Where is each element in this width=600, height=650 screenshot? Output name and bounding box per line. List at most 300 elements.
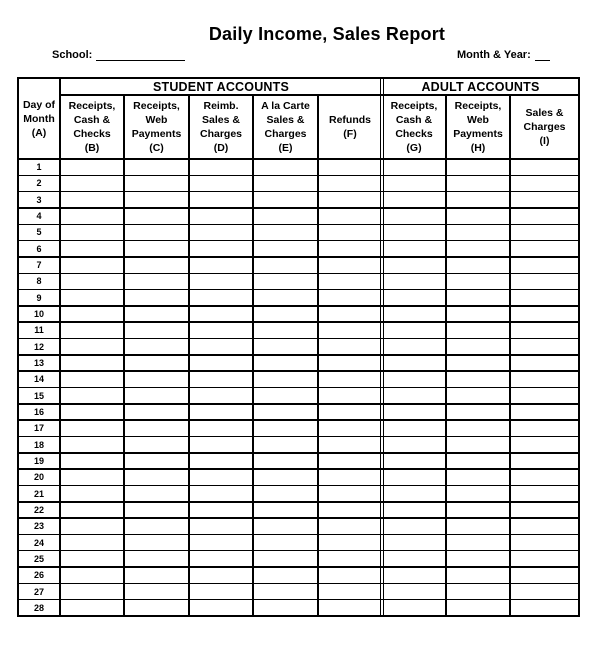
entry-cell[interactable]	[318, 388, 382, 404]
row-divider	[18, 207, 579, 209]
entry-cell[interactable]	[510, 453, 579, 469]
day-number: 19	[33, 455, 44, 466]
entry-cell[interactable]	[189, 469, 253, 485]
entry-cell[interactable]	[124, 485, 189, 501]
entry-cell[interactable]	[382, 273, 446, 289]
entry-cell[interactable]	[124, 257, 189, 273]
entry-cell[interactable]	[253, 241, 318, 257]
entry-cell[interactable]	[318, 404, 382, 420]
entry-cell[interactable]	[60, 159, 124, 175]
entry-cell[interactable]	[253, 534, 318, 550]
entry-cell[interactable]	[189, 355, 253, 371]
column-header	[446, 95, 510, 159]
column-header	[60, 95, 124, 159]
entry-cell[interactable]	[446, 583, 510, 599]
day-number: 5	[36, 227, 42, 238]
entry-cell[interactable]	[253, 192, 318, 208]
entry-cell[interactable]	[382, 175, 446, 191]
entry-cell[interactable]	[318, 224, 382, 240]
entry-cell[interactable]	[124, 355, 189, 371]
entry-cell[interactable]	[510, 502, 579, 518]
entry-cell[interactable]	[510, 224, 579, 240]
entry-cell[interactable]	[446, 175, 510, 191]
entry-cell[interactable]	[60, 192, 124, 208]
entry-cell[interactable]	[124, 175, 189, 191]
entry-cell[interactable]	[60, 469, 124, 485]
entry-cell[interactable]	[510, 175, 579, 191]
entry-cell[interactable]	[60, 371, 124, 387]
entry-cell[interactable]	[446, 436, 510, 452]
entry-cell[interactable]	[189, 257, 253, 273]
month-year-field[interactable]	[535, 60, 550, 61]
entry-cell[interactable]	[124, 583, 189, 599]
entry-cell[interactable]	[318, 175, 382, 191]
column-header-line: Payments	[453, 128, 503, 140]
entry-cell[interactable]	[510, 600, 579, 616]
entry-cell[interactable]	[60, 404, 124, 420]
entry-cell[interactable]	[382, 567, 446, 583]
entry-cell[interactable]	[446, 224, 510, 240]
entry-cell[interactable]	[318, 534, 382, 550]
column-divider	[317, 95, 319, 616]
entry-cell[interactable]	[253, 583, 318, 599]
entry-cell[interactable]	[253, 306, 318, 322]
entry-cell[interactable]	[189, 208, 253, 224]
entry-cell[interactable]	[382, 600, 446, 616]
entry-cell[interactable]	[124, 404, 189, 420]
column-header-line: (H)	[470, 142, 486, 154]
entry-cell[interactable]	[510, 339, 579, 355]
entry-cell[interactable]	[318, 436, 382, 452]
entry-cell[interactable]	[382, 371, 446, 387]
entry-cell[interactable]	[60, 257, 124, 273]
entry-cell[interactable]	[124, 600, 189, 616]
column-divider	[188, 95, 190, 616]
entry-cell[interactable]	[253, 420, 318, 436]
entry-cell[interactable]	[510, 485, 579, 501]
entry-cell[interactable]	[382, 159, 446, 175]
row-divider	[18, 599, 579, 601]
entry-cell[interactable]	[124, 306, 189, 322]
entry-cell[interactable]	[318, 420, 382, 436]
entry-cell[interactable]	[60, 583, 124, 599]
column-header	[189, 95, 253, 159]
section-divider	[383, 78, 385, 616]
entry-cell[interactable]	[510, 355, 579, 371]
day-number: 12	[33, 341, 44, 352]
entry-cell[interactable]	[253, 518, 318, 534]
entry-cell[interactable]	[446, 420, 510, 436]
day-number: 18	[33, 439, 44, 450]
column-header-line: Receipts,	[68, 100, 116, 112]
row-divider	[18, 370, 579, 372]
entry-cell[interactable]	[446, 192, 510, 208]
entry-cell[interactable]	[124, 420, 189, 436]
row-divider	[18, 191, 579, 193]
entry-cell[interactable]	[253, 404, 318, 420]
entry-cell[interactable]	[60, 420, 124, 436]
entry-cell[interactable]	[124, 388, 189, 404]
entry-cell[interactable]	[446, 355, 510, 371]
day-number: 6	[36, 243, 42, 254]
entry-cell[interactable]	[189, 436, 253, 452]
entry-cell[interactable]	[510, 290, 579, 306]
entry-cell[interactable]	[510, 371, 579, 387]
column-header-line: Reimb.	[203, 100, 239, 112]
day-number: 22	[33, 504, 44, 515]
group-divider	[60, 94, 579, 96]
entry-cell[interactable]	[60, 273, 124, 289]
entry-cell[interactable]	[382, 534, 446, 550]
entry-cell[interactable]	[189, 583, 253, 599]
entry-cell[interactable]	[510, 257, 579, 273]
entry-cell[interactable]	[60, 208, 124, 224]
entry-cell[interactable]	[446, 388, 510, 404]
column-header-line: (A)	[31, 126, 47, 139]
entry-cell[interactable]	[189, 453, 253, 469]
entry-cell[interactable]	[189, 241, 253, 257]
entry-cell[interactable]	[318, 485, 382, 501]
entry-cell[interactable]	[124, 436, 189, 452]
column-header-line: Sales &	[266, 114, 305, 126]
entry-cell[interactable]	[253, 388, 318, 404]
entry-cell[interactable]	[318, 502, 382, 518]
column-header-line: Checks	[395, 128, 433, 140]
entry-cell[interactable]	[318, 583, 382, 599]
entry-cell[interactable]	[253, 273, 318, 289]
entry-cell[interactable]	[60, 551, 124, 567]
day-number: 7	[36, 260, 42, 271]
entry-cell[interactable]	[189, 306, 253, 322]
entry-cell[interactable]	[189, 485, 253, 501]
entry-cell[interactable]	[189, 322, 253, 338]
column-header-line: Sales &	[525, 107, 564, 119]
day-number: 10	[33, 309, 44, 320]
entry-cell[interactable]	[318, 290, 382, 306]
entry-cell[interactable]	[253, 567, 318, 583]
column-header-line: Cash &	[73, 114, 111, 126]
row-divider	[18, 436, 579, 438]
column-header	[124, 95, 189, 159]
row-divider	[18, 305, 579, 307]
entry-cell[interactable]	[318, 273, 382, 289]
entry-cell[interactable]	[189, 371, 253, 387]
entry-cell[interactable]	[124, 208, 189, 224]
entry-cell[interactable]	[124, 534, 189, 550]
entry-cell[interactable]	[510, 436, 579, 452]
entry-cell[interactable]	[60, 453, 124, 469]
entry-cell[interactable]	[60, 322, 124, 338]
entry-cell[interactable]	[446, 322, 510, 338]
column-header	[318, 95, 382, 159]
entry-cell[interactable]	[382, 224, 446, 240]
entry-cell[interactable]	[510, 306, 579, 322]
entry-cell[interactable]	[124, 192, 189, 208]
entry-cell[interactable]	[60, 518, 124, 534]
entry-cell[interactable]	[318, 339, 382, 355]
entry-cell[interactable]	[382, 290, 446, 306]
entry-cell[interactable]	[318, 355, 382, 371]
entry-cell[interactable]	[124, 273, 189, 289]
entry-cell[interactable]	[189, 404, 253, 420]
entry-cell[interactable]	[446, 502, 510, 518]
entry-cell[interactable]	[253, 159, 318, 175]
entry-cell[interactable]	[446, 159, 510, 175]
entry-cell[interactable]	[124, 224, 189, 240]
entry-cell[interactable]	[253, 290, 318, 306]
school-label: School:	[52, 49, 93, 61]
day-number: 16	[33, 406, 44, 417]
entry-cell[interactable]	[60, 600, 124, 616]
entry-cell[interactable]	[446, 485, 510, 501]
day-number: 13	[33, 358, 44, 368]
entry-cell[interactable]	[253, 257, 318, 273]
entry-cell[interactable]	[318, 453, 382, 469]
entry-cell[interactable]	[124, 159, 189, 175]
row-divider	[18, 338, 579, 340]
entry-cell[interactable]	[318, 371, 382, 387]
entry-cell[interactable]	[189, 224, 253, 240]
entry-cell[interactable]	[510, 469, 579, 485]
entry-cell[interactable]	[253, 453, 318, 469]
entry-cell[interactable]	[446, 371, 510, 387]
entry-cell[interactable]	[253, 224, 318, 240]
entry-cell[interactable]	[124, 241, 189, 257]
day-number: 26	[33, 570, 44, 581]
column-header	[510, 95, 579, 159]
entry-cell[interactable]	[60, 388, 124, 404]
entry-cell[interactable]	[446, 290, 510, 306]
entry-cell[interactable]	[510, 208, 579, 224]
entry-cell[interactable]	[382, 322, 446, 338]
entry-cell[interactable]	[318, 208, 382, 224]
entry-cell[interactable]	[60, 175, 124, 191]
entry-cell[interactable]	[446, 518, 510, 534]
entry-cell[interactable]	[318, 518, 382, 534]
entry-cell[interactable]	[510, 192, 579, 208]
entry-cell[interactable]	[382, 355, 446, 371]
entry-cell[interactable]	[189, 339, 253, 355]
entry-cell[interactable]	[318, 306, 382, 322]
entry-cell[interactable]	[382, 502, 446, 518]
column-header-line: Receipts,	[454, 100, 502, 112]
entry-cell[interactable]	[60, 224, 124, 240]
entry-cell[interactable]	[253, 355, 318, 371]
entry-cell[interactable]	[510, 551, 579, 567]
row-divider	[18, 175, 579, 177]
day-number: 27	[33, 586, 44, 597]
row-divider	[18, 452, 579, 454]
row-divider	[18, 224, 579, 226]
day-number: 23	[33, 521, 44, 532]
month-year-label: Month & Year:	[457, 49, 531, 61]
entry-cell[interactable]	[510, 241, 579, 257]
entry-cell[interactable]	[189, 290, 253, 306]
entry-cell[interactable]	[510, 273, 579, 289]
entry-cell[interactable]	[60, 567, 124, 583]
entry-cell[interactable]	[124, 322, 189, 338]
entry-cell[interactable]	[60, 436, 124, 452]
entry-cell[interactable]	[446, 600, 510, 616]
entry-cell[interactable]	[253, 322, 318, 338]
row-divider	[18, 273, 579, 275]
entry-cell[interactable]	[318, 322, 382, 338]
entry-cell[interactable]	[253, 371, 318, 387]
entry-cell[interactable]	[382, 208, 446, 224]
entry-cell[interactable]	[318, 159, 382, 175]
entry-cell[interactable]	[253, 600, 318, 616]
entry-cell[interactable]	[60, 355, 124, 371]
entry-cell[interactable]	[253, 485, 318, 501]
column-header-line: (E)	[278, 142, 293, 154]
entry-cell[interactable]	[253, 502, 318, 518]
column-header-line: Refunds	[329, 114, 371, 126]
entry-cell[interactable]	[124, 469, 189, 485]
entry-cell[interactable]	[124, 371, 189, 387]
row-divider	[18, 485, 579, 487]
entry-cell[interactable]	[382, 257, 446, 273]
entry-cell[interactable]	[189, 420, 253, 436]
entry-cell[interactable]	[382, 518, 446, 534]
entry-cell[interactable]	[318, 257, 382, 273]
entry-cell[interactable]	[253, 436, 318, 452]
entry-cell[interactable]	[60, 290, 124, 306]
entry-cell[interactable]	[318, 600, 382, 616]
entry-cell[interactable]	[446, 306, 510, 322]
entry-cell[interactable]	[124, 502, 189, 518]
entry-cell[interactable]	[60, 534, 124, 550]
column-header-line: Day of	[22, 98, 56, 111]
day-number: 17	[33, 423, 44, 434]
entry-cell[interactable]	[382, 469, 446, 485]
entry-cell[interactable]	[510, 159, 579, 175]
entry-cell[interactable]	[510, 388, 579, 404]
column-divider	[445, 95, 447, 616]
row-divider	[18, 501, 579, 503]
entry-cell[interactable]	[253, 208, 318, 224]
entry-cell[interactable]	[446, 339, 510, 355]
entry-cell[interactable]	[60, 241, 124, 257]
section-divider	[380, 78, 382, 616]
entry-cell[interactable]	[124, 551, 189, 567]
entry-cell[interactable]	[189, 600, 253, 616]
entry-cell[interactable]	[382, 241, 446, 257]
row-divider	[18, 583, 579, 585]
row-divider	[18, 256, 579, 258]
entry-cell[interactable]	[318, 551, 382, 567]
column-header-line: Sales &	[202, 114, 240, 126]
entry-cell[interactable]	[446, 469, 510, 485]
entry-cell[interactable]	[382, 404, 446, 420]
entry-cell[interactable]	[124, 339, 189, 355]
entry-cell[interactable]	[253, 551, 318, 567]
entry-cell[interactable]	[382, 306, 446, 322]
entry-cell[interactable]	[318, 567, 382, 583]
entry-cell[interactable]	[60, 485, 124, 501]
entry-cell[interactable]	[189, 551, 253, 567]
column-header-line: Web	[145, 114, 168, 126]
entry-cell[interactable]	[446, 567, 510, 583]
column-header-line: Charges	[523, 121, 566, 133]
entry-cell[interactable]	[446, 534, 510, 550]
entry-cell[interactable]	[510, 420, 579, 436]
entry-cell[interactable]	[446, 257, 510, 273]
entry-cell[interactable]	[60, 306, 124, 322]
entry-cell[interactable]	[189, 502, 253, 518]
entry-cell[interactable]	[446, 453, 510, 469]
school-field[interactable]	[96, 60, 185, 61]
column-header-line: Checks	[73, 128, 111, 140]
entry-cell[interactable]	[189, 273, 253, 289]
entry-cell[interactable]	[446, 404, 510, 420]
column-header-line: Payments	[131, 128, 182, 140]
entry-cell[interactable]	[446, 208, 510, 224]
entry-cell[interactable]	[189, 192, 253, 208]
entry-cell[interactable]	[318, 469, 382, 485]
entry-cell[interactable]	[124, 290, 189, 306]
entry-cell[interactable]	[382, 436, 446, 452]
entry-cell[interactable]	[253, 175, 318, 191]
group-header-student: STUDENT ACCOUNTS	[152, 79, 290, 94]
column-header-line: Charges	[264, 128, 307, 140]
entry-cell[interactable]	[382, 453, 446, 469]
entry-cell[interactable]	[318, 241, 382, 257]
entry-cell[interactable]	[382, 192, 446, 208]
column-header-line: (D)	[213, 142, 229, 154]
row-divider	[18, 468, 579, 470]
entry-cell[interactable]	[382, 339, 446, 355]
column-header-line: Charges	[199, 128, 242, 140]
entry-cell[interactable]	[510, 534, 579, 550]
row-divider	[18, 387, 579, 389]
entry-cell[interactable]	[124, 453, 189, 469]
row-divider	[18, 289, 579, 291]
entry-cell[interactable]	[510, 518, 579, 534]
entry-cell[interactable]	[253, 339, 318, 355]
table-border-top	[17, 77, 580, 79]
entry-cell[interactable]	[446, 551, 510, 567]
entry-cell[interactable]	[189, 534, 253, 550]
entry-cell[interactable]	[446, 241, 510, 257]
day-number: 20	[33, 472, 44, 483]
entry-cell[interactable]	[510, 567, 579, 583]
day-number: 9	[36, 292, 42, 303]
entry-cell[interactable]	[189, 388, 253, 404]
entry-cell[interactable]	[382, 388, 446, 404]
entry-cell[interactable]	[510, 322, 579, 338]
entry-cell[interactable]	[60, 339, 124, 355]
row-divider	[18, 354, 579, 356]
entry-cell[interactable]	[510, 583, 579, 599]
entry-cell[interactable]	[189, 175, 253, 191]
entry-cell[interactable]	[124, 518, 189, 534]
entry-cell[interactable]	[382, 583, 446, 599]
entry-cell[interactable]	[382, 420, 446, 436]
entry-cell[interactable]	[189, 518, 253, 534]
entry-cell[interactable]	[189, 159, 253, 175]
entry-cell[interactable]	[382, 485, 446, 501]
entry-cell[interactable]	[189, 567, 253, 583]
entry-cell[interactable]	[446, 273, 510, 289]
entry-cell[interactable]	[253, 469, 318, 485]
row-divider	[18, 566, 579, 568]
day-number: 25	[33, 553, 44, 564]
entry-cell[interactable]	[124, 567, 189, 583]
entry-cell[interactable]	[60, 502, 124, 518]
entry-cell[interactable]	[318, 192, 382, 208]
entry-cell[interactable]	[510, 404, 579, 420]
entry-cell[interactable]	[382, 551, 446, 567]
